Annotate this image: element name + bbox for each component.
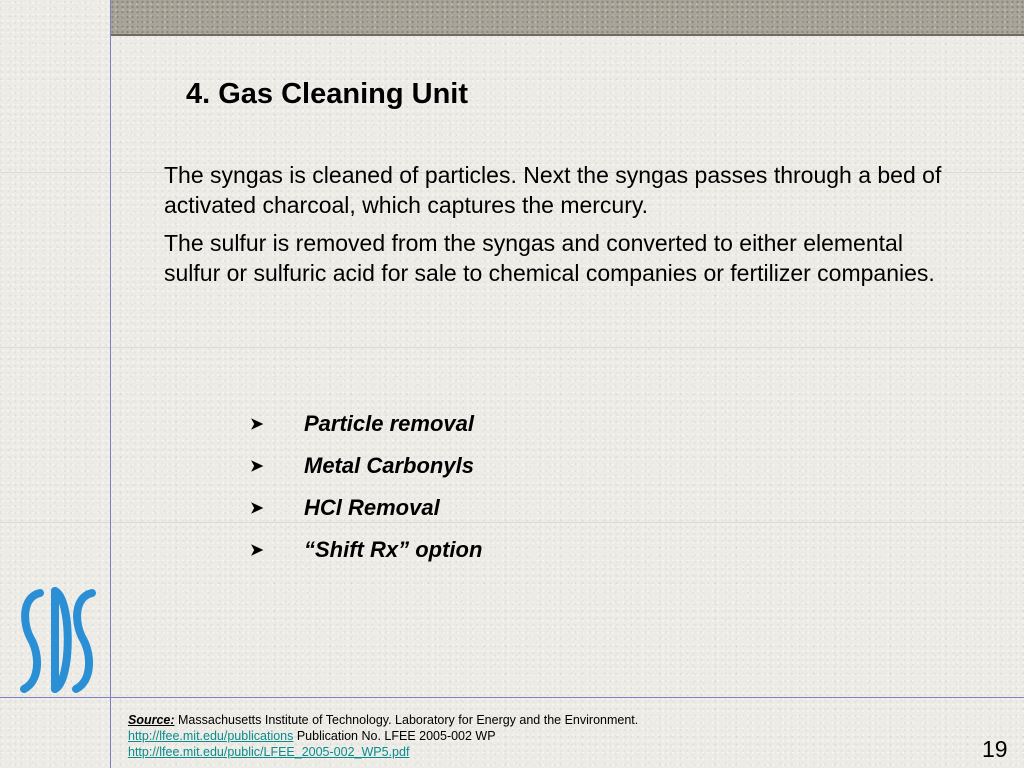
bullet-label: Particle removal [304, 411, 474, 436]
arrowhead-bullet-icon: ➤ [250, 500, 264, 517]
top-banner [111, 0, 1024, 36]
source-label: Source: [128, 713, 175, 727]
bullet-label: Metal Carbonyls [304, 453, 474, 478]
bullet-item [250, 403, 482, 445]
bullet-label: HCl Removal [304, 495, 440, 520]
sds-logo [18, 585, 98, 695]
source-citation [128, 712, 638, 760]
publications-link[interactable]: http://lfee.mit.edu/publications [128, 729, 294, 743]
vertical-divider [110, 0, 111, 768]
publication-number: Publication No. LFEE 2005-002 WP [293, 729, 496, 743]
paragraph-2: The sulfur is removed from the syngas and converted to either elemental sulfur or sulfuric acid for sale to chemical companies or fertilizer companies. [164, 230, 935, 286]
bullet-list [250, 403, 482, 571]
pdf-link[interactable]: http://lfee.mit.edu/public/LFEE_2005-002_WP5.pdf [128, 745, 410, 759]
source-text: Massachusetts Institute of Technology. Laboratory for Energy and the Environment. [174, 713, 639, 727]
paragraph-1: The syngas is cleaned of particles. Next the syngas passes through a bed of activated charcoal, which captures the mercury. [164, 162, 942, 218]
slide-title: 4. Gas Cleaning Unit [186, 78, 468, 110]
arrowhead-bullet-icon: ➤ [250, 542, 264, 559]
body-text [164, 160, 944, 296]
bullet-item [250, 487, 482, 529]
arrowhead-bullet-icon: ➤ [250, 416, 264, 433]
page-number: 19 [982, 736, 1008, 762]
bullet-label: “Shift Rx” option [304, 537, 483, 562]
horizontal-divider [0, 697, 1024, 698]
bullet-item [250, 529, 482, 571]
arrowhead-bullet-icon: ➤ [250, 458, 264, 475]
bullet-item [250, 445, 482, 487]
